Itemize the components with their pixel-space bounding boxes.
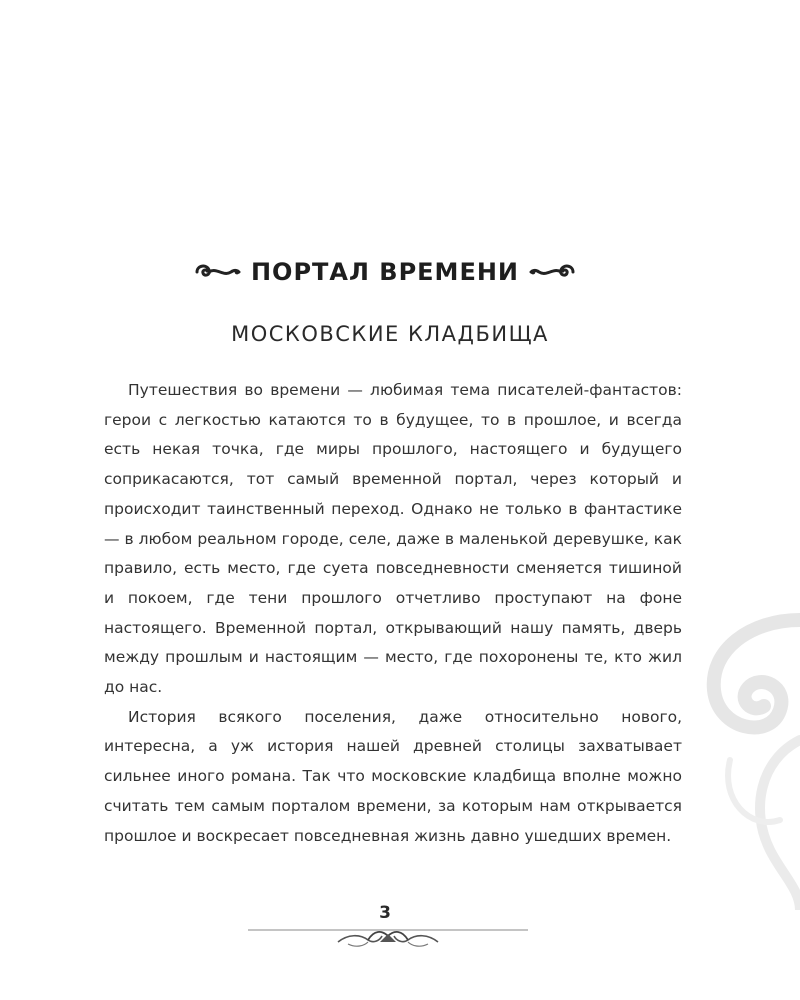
page-number: 3: [379, 903, 391, 923]
scroll-ornament-icon: [690, 610, 800, 910]
chapter-subtitle: МОСКОВСКИЕ КЛАДБИЩА: [231, 322, 549, 346]
paragraph-2: История всякого поселения, даже относительно нового, интересна, а уж история нашей древней столицы захватывает сильнее иного романа. Так что московские кладбища вполне можно считать тем самым порталом времени, за которым нам открывается прошлое и воскресает повседневная жизнь давно ушедших времен.: [104, 707, 682, 845]
body-text: [104, 376, 682, 851]
left-swirl-icon: [193, 261, 241, 283]
vine-ornament-icon: [248, 920, 528, 950]
chapter-title: ПОРТАЛ ВРЕМЕНИ: [250, 258, 520, 286]
chapter-heading: [0, 258, 770, 286]
paragraph-1: Путешествия во времени — любимая тема писателей-фантастов: герои с легкостью катаются то в будущее, то в прошлое, и всегда есть некая точка, где миры прошлого, настоящего и будущего соприкасаются, тот самый временной портал, через который и происходит таинственный переход. Однако не только в фантастике — в любом реальном городе, селе, даже в маленькой деревушке, как правило, есть место, где суета повседневности сменяется тишиной и покоем, где тени прошлого отчетливо проступают на фоне настоящего. Временной портал, открывающий нашу память, дверь между прошлым и настоящим — место, где похоронены те, кто жил до нас.: [104, 381, 682, 697]
right-swirl-icon: [529, 261, 577, 283]
